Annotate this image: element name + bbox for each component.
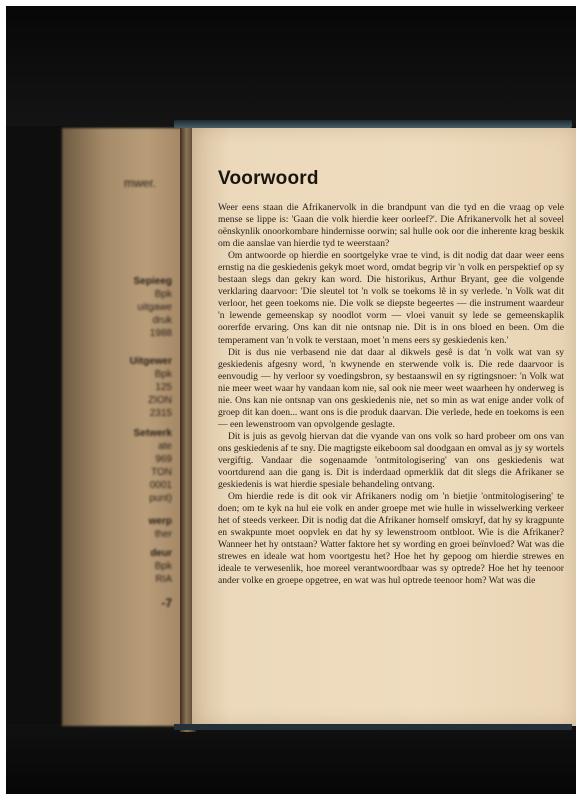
book-spine-edge — [174, 120, 572, 128]
left-page-fragment: mwer. — [124, 176, 157, 190]
right-page — [192, 128, 576, 726]
left-page-fragment: 125 — [155, 382, 172, 393]
left-page-fragment: Setwerk — [133, 428, 172, 439]
left-page-fragment: RIA — [155, 574, 172, 585]
left-page-fragment: Bpk — [154, 289, 172, 300]
page-content — [218, 168, 564, 588]
left-page-fragment: Sepieeg — [133, 276, 172, 287]
left-page-fragment: druk — [152, 315, 172, 326]
page-title: Voorwoord — [218, 168, 319, 189]
left-page-fragment: ate — [158, 441, 172, 452]
left-page-fragment: 0001 — [149, 480, 172, 491]
left-page-fragment: punt) — [149, 493, 172, 504]
left-page-fragment: -7 — [161, 596, 172, 610]
left-page-fragment: 969 — [155, 454, 172, 465]
paragraph: Om hierdie rede is dit ook vir Afrikaners nodig om 'n bietjie 'ontmitologisering' te doen; om te kyk na hul eie volk en ander groepe met wie hulle in wisselwerking verkeer het of steeds verkeer. Dit is nodig dat die Afrikaner homself omskryf, dat hy sy kragpunte en swakpunte moet oopvlek en dat hy sy lewenstroom ontbloot. Wie is die Afrikaner? Wanneer het hy ontstaan? Watter faktore het sy wording en groei beïnvloed? Wat was die strewes en ideale wat hom voortgestu het? Hoe het hy gepoog om hierdie strewes en ideale te verwesenlik, hoe moreel verantwoordbaar was sy optrede? Hoe het hy teenoor ander volke en groepe opgetree, en wat was hul optrede teenoor hom? Wat was die — [218, 491, 564, 587]
background-shadow-bottom — [6, 724, 576, 794]
left-page-fragment: uitgawe — [137, 302, 172, 313]
left-page-fragment: TON — [151, 467, 172, 478]
left-page-fragment: Bpk — [154, 561, 172, 572]
paragraph: Dit is juis as gevolg hiervan dat die vyande van ons volk so hard probeer om ons van ons geskiedenis af te sny. Die magtigste eikeboom sal doodgaan en omval as jy sy wortels vergiftig. Vandaar die sogenaamde 'ontmitologisering' van ons geskiedenis wat voortdurend aan die gang is. Dit is inderdaad opmerklik dat dit slegs die Afrikaner se geskiedenis is wat hierdie spesiale behandeling ontvang. — [218, 430, 564, 491]
left-page-fragment: ther — [154, 529, 172, 540]
book-bottom-edge — [174, 724, 572, 730]
left-page-fragment: Bpk — [154, 369, 172, 380]
left-page-fragment: 1988 — [149, 328, 172, 339]
left-page-fragment: ZION — [148, 395, 172, 406]
left-page-fragment: deur — [150, 548, 172, 559]
background-shadow-top — [6, 6, 576, 126]
left-page-fragment: werp — [148, 516, 172, 527]
paragraph: Weer eens staan die Afrikanervolk in die brandpunt van die tyd en die vraag op vele mense se lippe is: 'Gaan die volk hierdie keer oorleef?'. Die Afrikanervolk het al soveel oënskynlik onoorkombare hindernisse oorwin; sal hulle ook oor die inherente krag beskik om die aanslae van hierdie tyd te weerstaan? — [218, 202, 564, 250]
left-page-blurred — [62, 128, 182, 726]
left-page-fragment: Uitgewer — [129, 356, 172, 367]
book-photo — [6, 6, 576, 794]
paragraph: Dit is dus nie verbasend nie dat daar al dikwels gesê is dat 'n volk wat van sy geskiedenis afgesny word, 'n kwynende en sterwende volk is. Die rede daarvoor is eenvoudig — hy verloor sy voedingsbron, sy bestaanswil en sy rigtingsnoer: 'n Volk wat nie meer weet waar hy vandaan kom nie, sal ook nie meer weet waarheen hy onderweg is nie. Ons kan nie ontsnap van ons geskiedenis nie, net so min as wat enige ander volk of groep dit kan doen... want ons is die produk daarvan. Die verlede, hede en toekoms is een — een lewenstroom van opvolgende geslagte. — [218, 346, 564, 430]
left-page-fragment: 2315 — [149, 408, 172, 419]
paragraph: Om antwoorde op hierdie en soortgelyke vrae te vind, is dit nodig dat daar weer eens ernstig na die geskiedenis gekyk moet word, omdat begrip vir 'n volk en perspektief op sy bestaan slegs dan gekry kan word. Die historikus, Arthur Bryant, gee die volgende verklaring daarvoor: 'Die sleutel tot 'n volk se toekoms lê in sy verlede. 'n Volk wat dit verloor, het geen toekoms nie. Die volk se diepste begeertes — die instrument waardeur 'n lewende gemeenskap sy noodlot vorm — vloei vanuit sy lede se gemeenskaplik oorerfde ervaring. Ons kan dit nie ontsnap nie. Dit is in ons bloed en been. Om die temperament van 'n volk te verstaan, moet 'n mens eers sy geskiedenis ken.' — [218, 250, 564, 346]
